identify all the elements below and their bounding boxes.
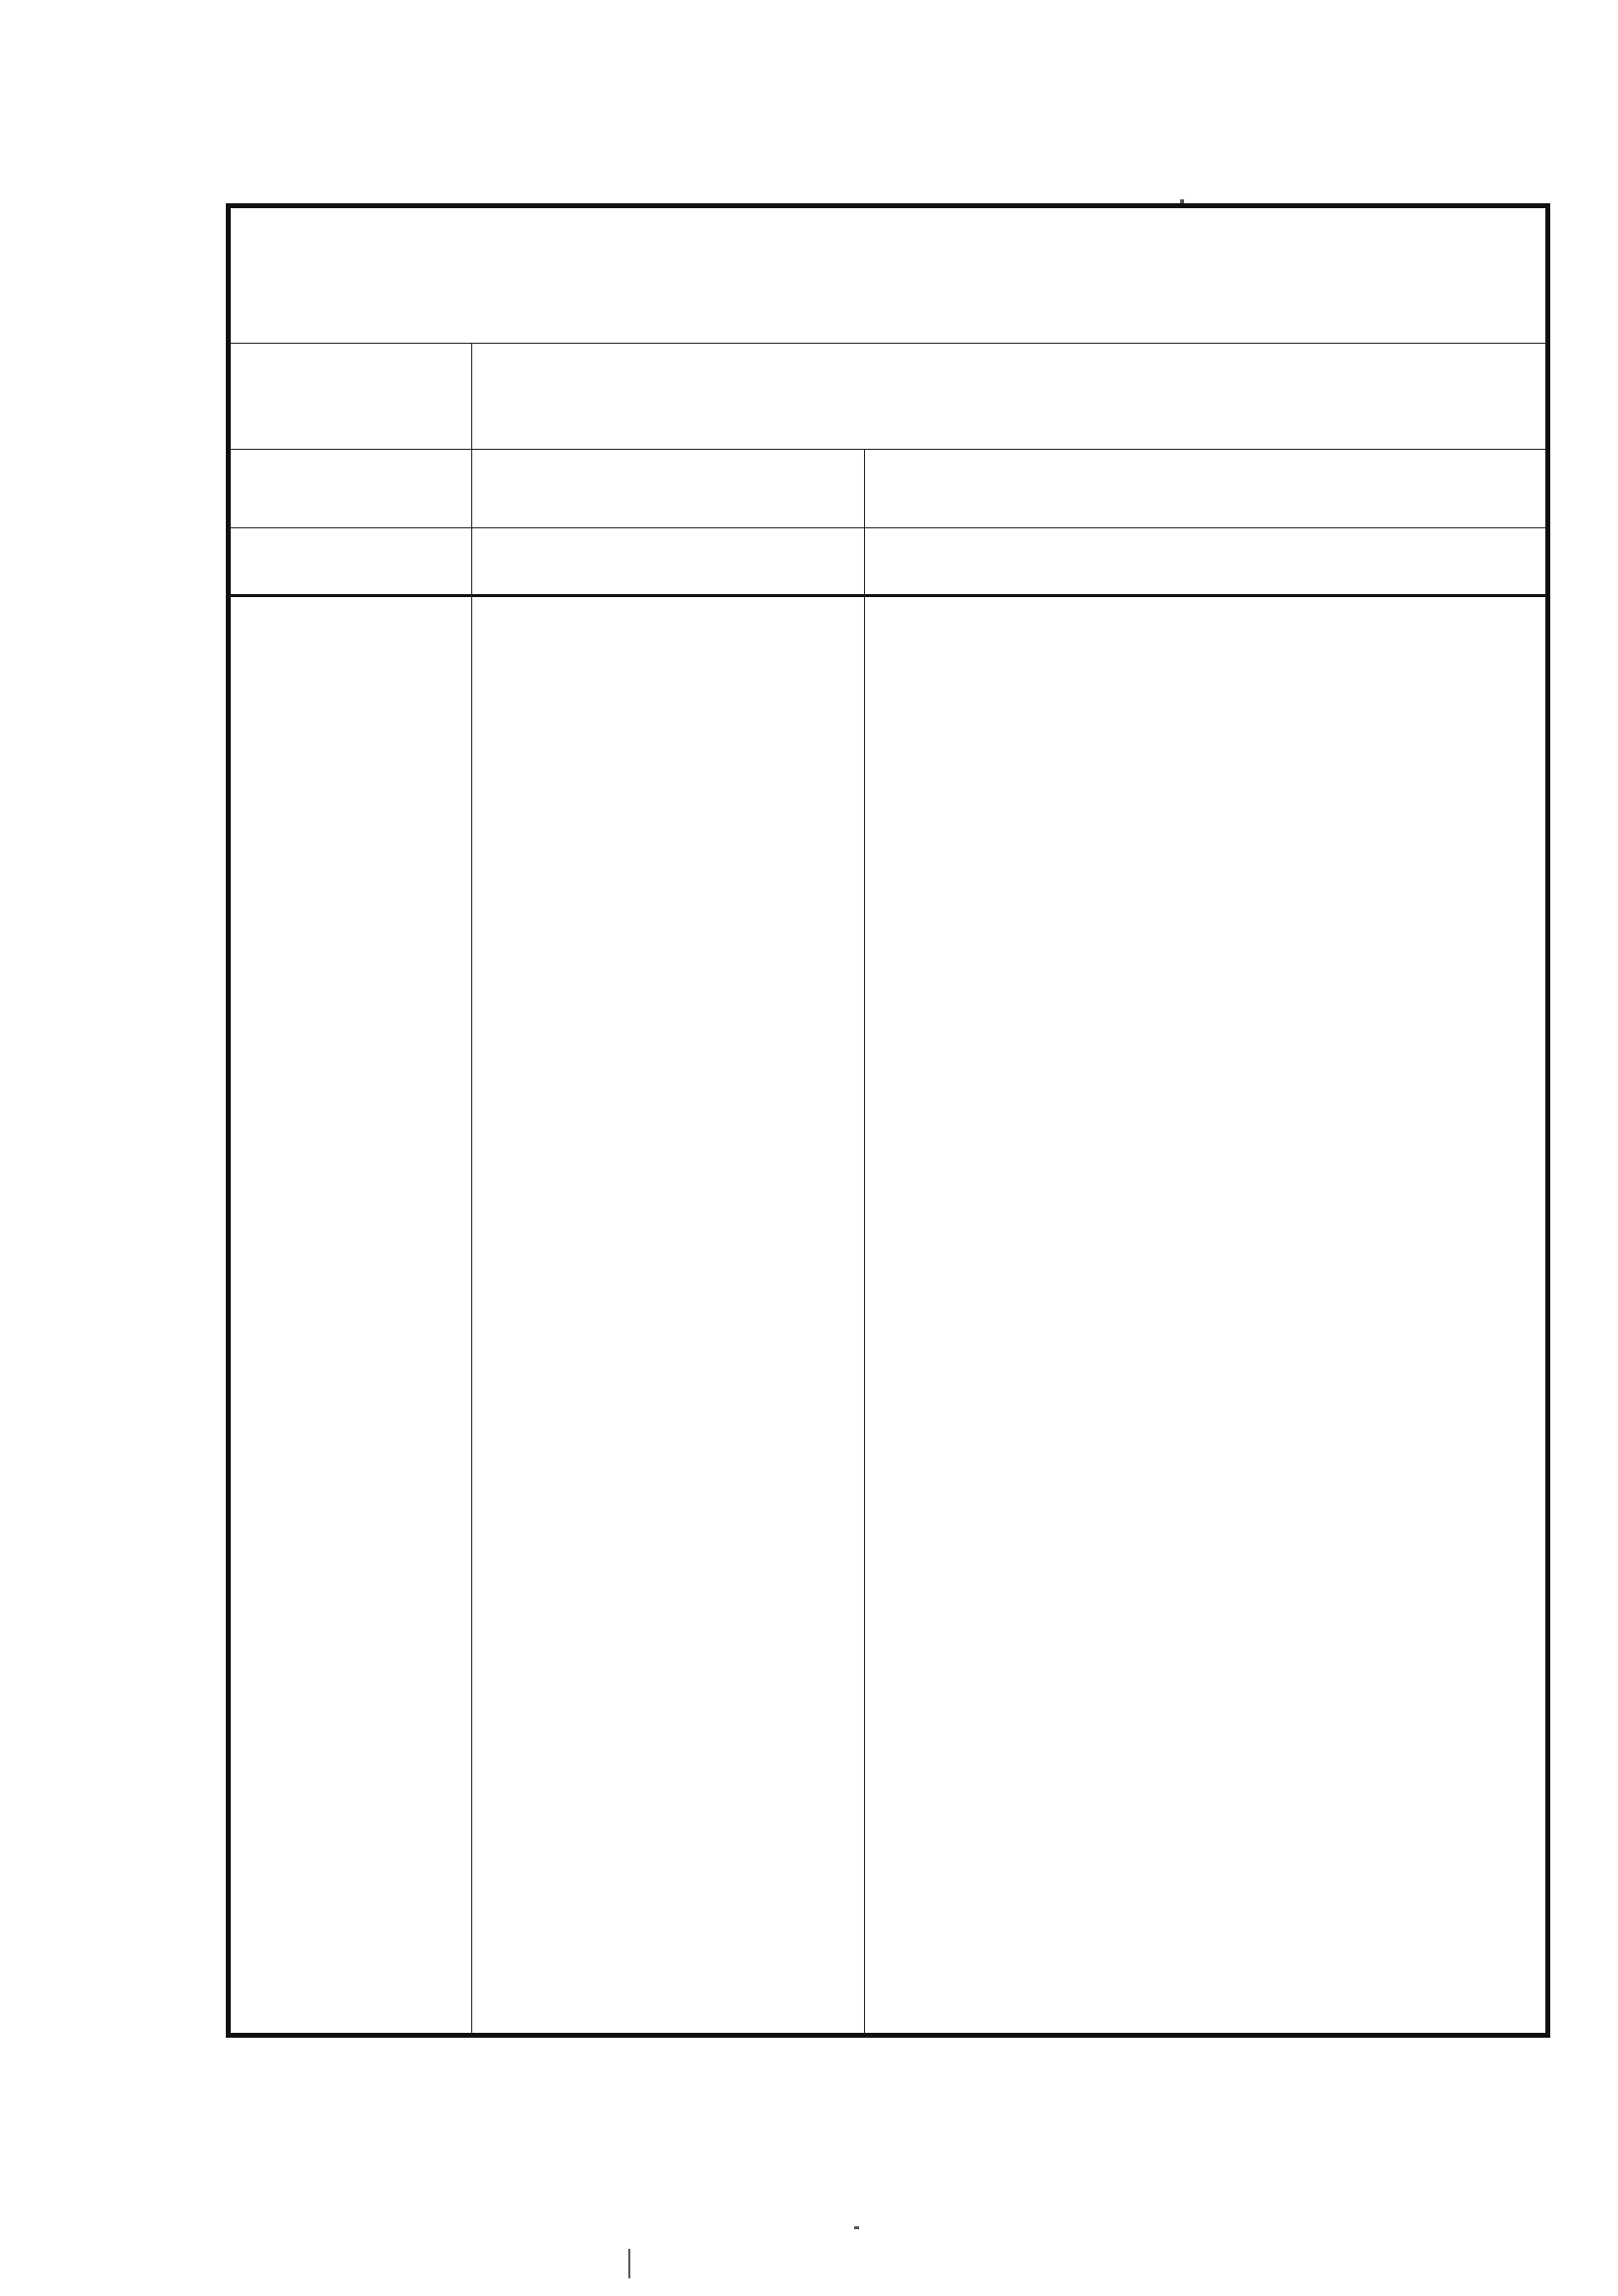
scan-mark xyxy=(628,2249,630,2278)
scan-mark xyxy=(854,2226,859,2229)
column-divider xyxy=(864,450,865,2033)
column-divider xyxy=(471,344,472,2033)
section-heading-row xyxy=(231,344,1545,450)
scan-mark xyxy=(1180,199,1184,203)
change-item-header xyxy=(241,450,461,597)
form-title-row xyxy=(231,208,1545,344)
license-form xyxy=(226,203,1550,2038)
